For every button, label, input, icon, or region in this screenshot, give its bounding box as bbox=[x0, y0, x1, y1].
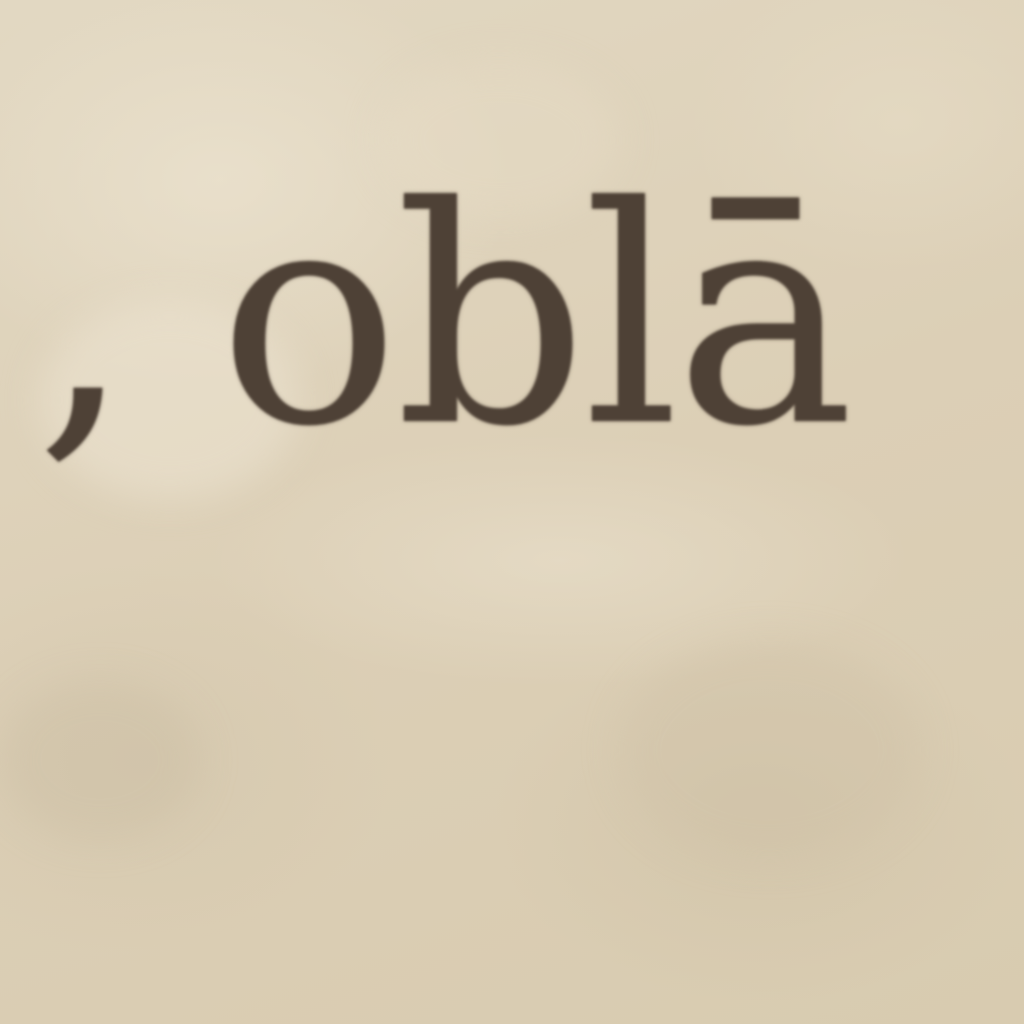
printed-text-fragment: , oblā bbox=[36, 143, 851, 492]
paper-stain bbox=[0, 680, 200, 840]
paper-stain bbox=[620, 640, 920, 860]
